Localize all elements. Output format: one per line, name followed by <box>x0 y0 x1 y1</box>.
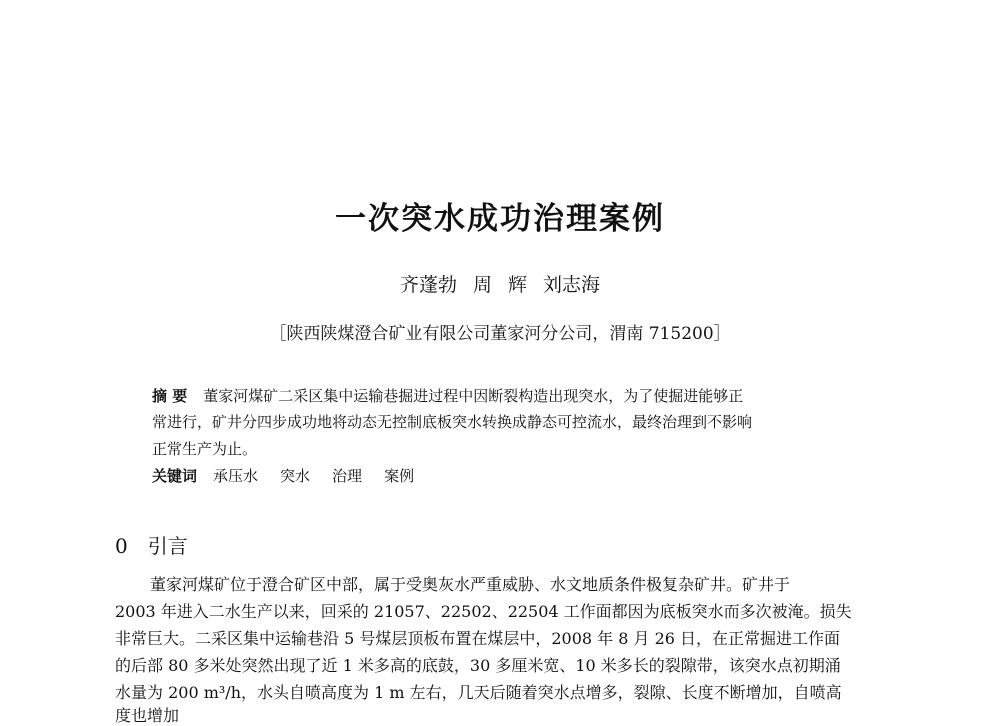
body-line-3: 非常巨大。二采区集中运输巷沿 5 号煤层顶板布置在煤层中，2008 年 8 月 26 日，在正常掘进工作面 <box>115 629 841 648</box>
keyword-item: 突水 <box>280 467 311 485</box>
section-number: 0 <box>115 534 128 558</box>
keyword-item: 治理 <box>332 467 363 485</box>
abstract-line-3: 正常生产为止。 <box>152 440 258 458</box>
body-line-4: 的后部 80 多米处突然出现了近 1 米多高的底鼓，30 多厘米宽、10 米多长的裂隙带，该突水点初期涌 <box>115 656 841 675</box>
keyword-item: 案例 <box>384 467 415 485</box>
keywords-label: 关键词 <box>152 467 198 485</box>
author-list: 齐蓬勃 周 辉 刘志海 <box>399 274 601 296</box>
affiliation: ［陕西陕煤澄合矿业有限公司董家河分公司，渭南 715200］ <box>269 324 731 344</box>
section-heading <box>115 530 188 559</box>
abstract-line-2: 常进行，矿井分四步成功地将动态无控制底板突水转换成静态可控流水，最终治理到不影响 <box>152 413 753 431</box>
body-line-5: 水量为 200 m³/h，水头自喷高度为 1 m 左右，几天后随着突水点增多，裂隙、长度不断增加，自喷高 <box>115 683 842 702</box>
section-title: 引言 <box>147 534 188 558</box>
abstract-line-1 <box>152 385 743 406</box>
paper-title: 一次突水成功治理案例 <box>335 201 665 237</box>
body-line-6: 度也增加 <box>115 706 180 725</box>
keywords-line <box>152 465 436 486</box>
body-line-2: 2003 年进入二水生产以来，回采的 21057、22502、22504 工作面都因为底板突水而多次被淹。损失 <box>115 602 852 621</box>
abstract-text-1: 董家河煤矿二采区集中运输巷掘进过程中因断裂构造出现突水，为了使掘进能够正 <box>203 387 744 405</box>
body-line-1: 董家河煤矿位于澄合矿区中部，属于受奥灰水严重威胁、水文地质条件极复杂矿井。矿井于 <box>150 575 791 594</box>
abstract-label: 摘 要 <box>152 387 188 405</box>
keyword-item: 承压水 <box>213 467 259 485</box>
